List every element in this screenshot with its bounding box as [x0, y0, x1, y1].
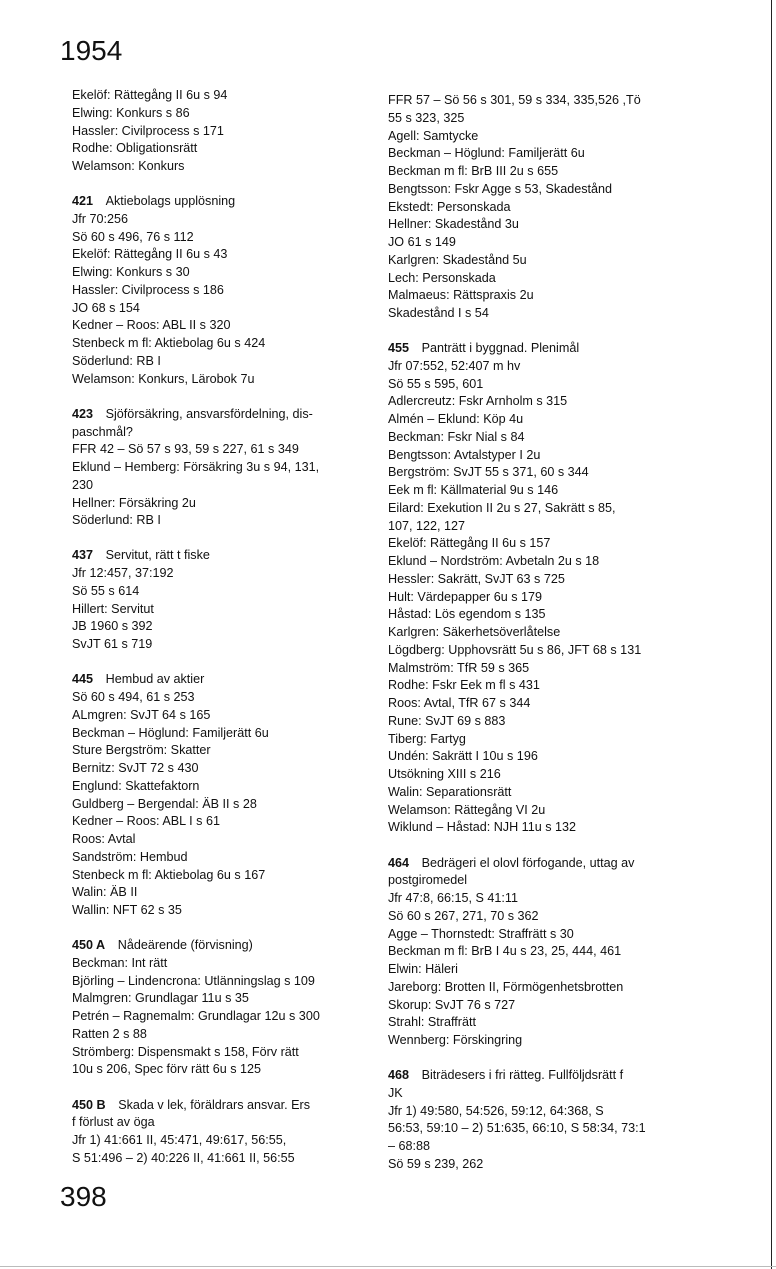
reference-line: Jfr 12:457, 37:192	[72, 566, 174, 581]
reference-line: Undén: Sakrätt I 10u s 196	[388, 749, 538, 764]
reference-line: Beckman m fl: BrB III 2u s 655	[388, 164, 559, 178]
reference-line: Malmaeus: Rättspraxis 2u	[388, 288, 534, 303]
entry-spacer	[72, 1079, 377, 1096]
reference-line: Beckman: Fskr Nial s 84	[388, 429, 525, 444]
reference-line: Almén – Eklund: Köp 4u	[388, 412, 524, 427]
reference-line: FFR 57 – Sö 56 s 301, 59 s 334, 335,526 ,Tö	[388, 93, 641, 107]
reference-line: Hellner: Skadestånd 3u	[388, 217, 519, 232]
entry-heading-text: Biträdesers i fri rätteg. Fullföljdsrätt f	[421, 1068, 624, 1083]
reference-line: Kedner – Roos: ABL II s 320	[72, 318, 231, 333]
reference-line: Hassler: Civilprocess s 186	[72, 282, 224, 297]
entry-heading-text: postgiromedel	[388, 873, 468, 888]
reference-line: Håstad: Lös egendom s 135	[388, 607, 546, 622]
reference-line: Utsökning XIII s 216	[388, 767, 501, 782]
reference-line: Adlercreutz: Fskr Arnholm s 315	[388, 394, 568, 409]
entry-heading-text: JK	[388, 1085, 403, 1100]
reference-line: JO 61 s 149	[388, 235, 456, 249]
entry-heading-text: Bedrägeri el olovl förfogande, uttag av	[421, 855, 635, 870]
reference-line: Lögdberg: Upphovsrätt 5u s 86, JFT 68 s 131	[388, 642, 642, 657]
case-number: 421	[72, 194, 94, 209]
reference-line: Eilard: Exekution II 2u s 27, Sakrätt s 85,	[388, 500, 616, 515]
reference-line: Malmström: TfR 59 s 365	[388, 660, 530, 675]
case-number: 450 B	[72, 1097, 106, 1112]
reference-line: Welamson: Konkurs, Lärobok 7u	[72, 371, 255, 386]
entry-heading-line	[72, 547, 377, 565]
entry-spacer	[72, 654, 377, 671]
scan-edge-bottom	[0, 1266, 776, 1267]
entry-heading-text: Panträtt i byggnad. Plenimål	[421, 341, 580, 356]
reference-line: ALmgren: SvJT 64 s 165	[72, 707, 211, 722]
reference-line: Hillert: Servitut	[72, 601, 154, 616]
reference-line: Malmgren: Grundlagar 11u s 35	[72, 991, 249, 1006]
entry-heading-text: Skada v lek, föräldrars ansvar. Ers	[118, 1097, 310, 1112]
reference-line: FFR 42 – Sö 57 s 93, 59 s 227, 61 s 349	[72, 442, 299, 457]
reference-line: JB 1960 s 392	[72, 619, 153, 634]
entry-spacer	[388, 837, 708, 854]
entry-heading-line	[72, 424, 377, 442]
reference-line: Welamson: Rättegång VI 2u	[388, 802, 546, 817]
reference-line: Roos: Avtal	[72, 832, 136, 847]
reference-line: Sö 60 s 494, 61 s 253	[72, 690, 195, 705]
reference-line: Walin: ÄB II	[72, 885, 138, 900]
case-number: 423	[72, 406, 94, 421]
reference-line: Björling – Lindencrona: Utlänningslag s 109	[72, 973, 315, 988]
reference-line: 107, 122, 127	[388, 518, 466, 533]
reference-line: Welamson: Konkurs	[72, 159, 185, 173]
reference-line: Lech: Personskada	[388, 270, 496, 285]
entry-spacer	[72, 388, 377, 405]
reference-line: Karlgren: Säkerhetsöverlåtelse	[388, 625, 561, 640]
entry-spacer	[72, 176, 377, 193]
reference-line: Beckman – Höglund: Familjerätt 6u	[72, 725, 269, 740]
reference-line: 56:53, 59:10 – 2) 51:635, 66:10, S 58:34, 73:1	[388, 1121, 646, 1136]
case-entry	[388, 1067, 708, 1174]
reference-line: Elwing: Konkurs s 30	[72, 265, 190, 280]
right-column	[388, 92, 708, 1174]
reference-line: Agge – Thornstedt: Straffrätt s 30	[388, 926, 574, 941]
entry-heading-line	[388, 340, 708, 358]
entry-spacer	[72, 530, 377, 547]
reference-line: Sö 60 s 267, 271, 70 s 362	[388, 908, 539, 923]
entry-heading-line	[72, 937, 377, 955]
reference-line: – 68:88	[388, 1139, 431, 1154]
reference-line: 55 s 323, 325	[388, 110, 465, 125]
case-entry	[72, 87, 377, 176]
reference-line: Sandström: Hembud	[72, 849, 188, 864]
reference-line: Tiberg: Fartyg	[388, 731, 466, 746]
page-year-heading: 1954	[60, 35, 123, 66]
reference-line: S 51:496 – 2) 40:226 II, 41:661 II, 56:55	[72, 1150, 295, 1165]
reference-line: Ekelöf: Rättegång II 6u s 43	[72, 247, 228, 262]
reference-line: Eek m fl: Källmaterial 9u s 146	[388, 483, 559, 498]
reference-line: Bernitz: SvJT 72 s 430	[72, 761, 199, 776]
case-entry	[72, 547, 377, 654]
reference-line: Jfr 1) 49:580, 54:526, 59:12, 64:368, S	[388, 1103, 604, 1118]
entry-heading-text: f förlust av öga	[72, 1115, 155, 1130]
entry-spacer	[388, 323, 708, 340]
reference-line: 230	[72, 477, 94, 492]
case-entry	[388, 340, 708, 837]
reference-line: Stenbeck m fl: Aktiebolag 6u s 167	[72, 867, 266, 882]
reference-line: Ratten 2 s 88	[72, 1026, 147, 1041]
entry-heading-text: Nådeärende (förvisning)	[117, 938, 253, 953]
reference-line: Stenbeck m fl: Aktiebolag 6u s 424	[72, 336, 266, 351]
case-number: 445	[72, 672, 94, 687]
entry-heading-line	[72, 1097, 377, 1115]
reference-line: Englund: Skattefaktorn	[72, 778, 200, 793]
case-number: 464	[388, 855, 410, 870]
reference-line: Söderlund: RB I	[72, 513, 161, 528]
case-number: 437	[72, 548, 94, 563]
reference-line: Jfr 1) 41:661 II, 45:471, 49:617, 56:55,	[72, 1133, 287, 1148]
reference-line: Petrén – Ragnemalm: Grundlagar 12u s 300	[72, 1009, 320, 1024]
reference-line: Sö 60 s 496, 76 s 112	[72, 229, 194, 244]
case-entry	[72, 671, 377, 920]
reference-line: Jfr 47:8, 66:15, S 41:11	[388, 891, 518, 906]
reference-line: Roos: Avtal, TfR 67 s 344	[388, 696, 531, 711]
reference-line: SvJT 61 s 719	[72, 637, 153, 652]
case-entry	[72, 1097, 377, 1168]
reference-line: Eklund – Hemberg: Försäkring 3u s 94, 131,	[72, 460, 320, 475]
reference-line: Sö 55 s 595, 601	[388, 376, 484, 391]
scan-edge-right	[771, 0, 772, 1269]
reference-line: JO 68 s 154	[72, 300, 140, 315]
reference-line: Hult: Värdepapper 6u s 179	[388, 589, 543, 604]
entry-spacer	[72, 920, 377, 937]
case-entry	[72, 937, 377, 1079]
entry-heading-line	[388, 872, 708, 890]
entry-heading-line	[72, 406, 377, 424]
reference-line: Hassler: Civilprocess s 171	[72, 123, 224, 138]
entry-heading-line	[388, 1085, 708, 1103]
entry-heading-line	[72, 193, 377, 211]
reference-line: Jfr 07:552, 52:407 m hv	[388, 358, 521, 373]
reference-line: Skadestånd I s 54	[388, 306, 489, 320]
case-number: 450 A	[72, 938, 106, 953]
entry-heading-text: Sjöförsäkring, ansvarsfördelning, dis-	[105, 406, 313, 421]
reference-line: Sture Bergström: Skatter	[72, 743, 211, 758]
entry-heading-text: Aktiebolags upplösning	[105, 194, 236, 209]
reference-line: Hessler: Sakrätt, SvJT 63 s 725	[388, 571, 565, 586]
reference-line: Wiklund – Håstad: NJH 11u s 132	[388, 820, 577, 835]
reference-line: Eklund – Nordström: Avbetaln 2u s 18	[388, 554, 600, 569]
reference-line: Ekelöf: Rättegång II 6u s 94	[72, 88, 228, 102]
reference-line: Söderlund: RB I	[72, 353, 161, 368]
entry-heading-line	[388, 1067, 708, 1085]
left-column	[72, 87, 377, 1168]
entry-heading-text: paschmål?	[72, 424, 133, 439]
reference-line: Wennberg: Förskingring	[388, 1033, 523, 1048]
reference-line: Walin: Separationsrätt	[388, 784, 512, 799]
reference-line: Elwin: Häleri	[388, 962, 458, 977]
reference-line: Elwing: Konkurs s 86	[72, 105, 190, 120]
case-entry	[72, 406, 377, 530]
case-number: 468	[388, 1068, 410, 1083]
reference-line: Guldberg – Bergendal: ÄB II s 28	[72, 796, 257, 811]
case-number: 455	[388, 341, 410, 356]
reference-line: Agell: Samtycke	[388, 128, 479, 143]
reference-line: Bengtsson: Fskr Agge s 53, Skadestånd	[388, 181, 613, 196]
page-number: 398	[60, 1181, 107, 1212]
case-entry	[388, 855, 708, 1050]
case-entry	[388, 92, 708, 323]
reference-line: Sö 59 s 239, 262	[388, 1156, 484, 1171]
reference-line: Beckman m fl: BrB I 4u s 23, 25, 444, 461	[388, 944, 622, 959]
entry-heading-line	[388, 855, 708, 873]
reference-line: Kedner – Roos: ABL I s 61	[72, 814, 220, 829]
reference-line: Sö 55 s 614	[72, 583, 140, 598]
reference-line: Beckman: Int rätt	[72, 955, 168, 970]
entry-heading-text: Servitut, rätt t fiske	[105, 548, 210, 563]
reference-line: Rodhe: Obligationsrätt	[72, 141, 198, 156]
entry-spacer	[388, 1050, 708, 1067]
reference-line: Beckman – Höglund: Familjerätt 6u	[388, 146, 585, 161]
reference-line: Karlgren: Skadestånd 5u	[388, 252, 527, 267]
entry-heading-line	[72, 671, 377, 689]
reference-line: Hellner: Försäkring 2u	[72, 495, 196, 510]
reference-line: Bengtsson: Avtalstyper I 2u	[388, 447, 541, 462]
reference-line: Rodhe: Fskr Eek m fl s 431	[388, 678, 540, 693]
reference-line: Strahl: Straffrätt	[388, 1015, 476, 1030]
reference-line: Ekstedt: Personskada	[388, 199, 511, 214]
reference-line: Wallin: NFT 62 s 35	[72, 903, 182, 918]
entry-heading-text: Hembud av aktier	[105, 672, 205, 687]
reference-line: Jfr 70:256	[72, 211, 129, 226]
reference-line: Rune: SvJT 69 s 883	[388, 713, 506, 728]
reference-line: 10u s 206, Spec förv rätt 6u s 125	[72, 1062, 262, 1077]
reference-line: Strömberg: Dispensmakt s 158, Förv rätt	[72, 1044, 299, 1059]
reference-line: Bergström: SvJT 55 s 371, 60 s 344	[388, 465, 589, 480]
entry-heading-line	[72, 1114, 377, 1132]
reference-line: Jareborg: Brotten II, Förmögenhetsbrotten	[388, 979, 624, 994]
reference-line: Skorup: SvJT 76 s 727	[388, 997, 516, 1012]
case-entry	[72, 193, 377, 388]
reference-line: Ekelöf: Rättegång II 6u s 157	[388, 536, 551, 551]
